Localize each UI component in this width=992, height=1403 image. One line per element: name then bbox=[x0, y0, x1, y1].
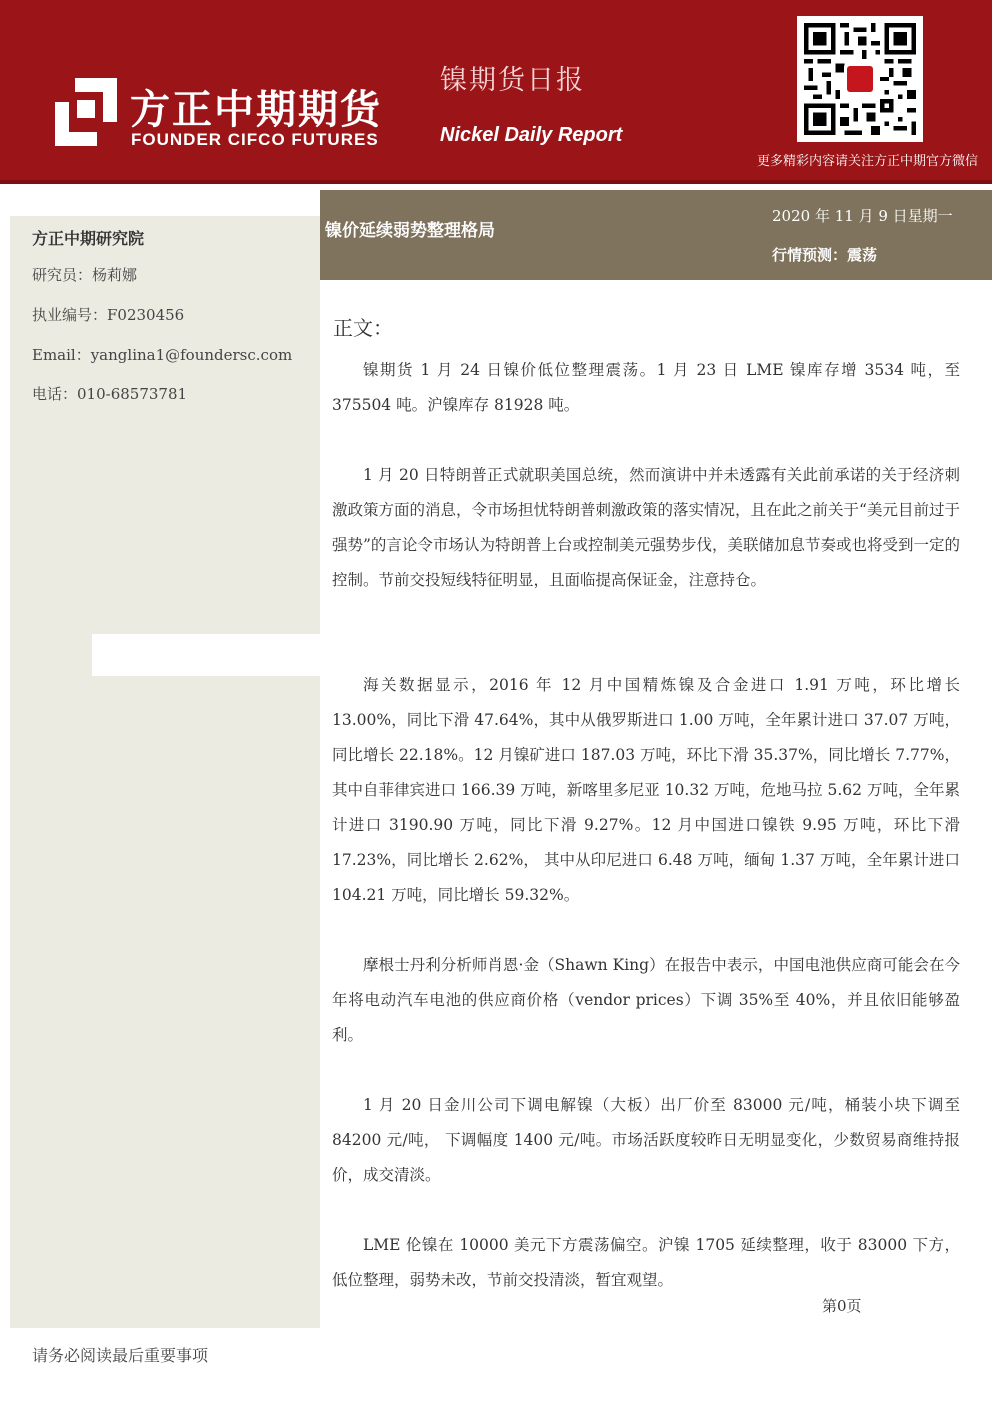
body-paragraph: 海关数据显示，2016 年 12 月中国精炼镍及合金进口 1.91 万吨，环比增长 13.00%，同比下滑 47.64%，其中从俄罗斯进口 1.00 万吨，全年累计进口 37.07 万吨，同比增长 22.18%。12 月镍矿进口 187.03 万吨，环比下滑 35.37%，同比增长 7.77%，其中自菲律宾进口 166.39 万吨，新喀里多尼亚 10.32 万吨，危地马拉 5.62 万吨，全年累计进口 3190.90 万吨，同比下滑 9.27%。12 月中国进口镍铁 9.95 万吨，环比下滑 17.23%，同比增长 2.62%， 其中从印尼进口 6.48 万吨，缅甸 1.37 万吨，全年累计进口 104.21 万吨，同比增长 59.32%。 bbox=[332, 676, 960, 904]
qr-center-logo-icon bbox=[844, 63, 876, 95]
sidebar-divider bbox=[92, 634, 320, 676]
contact-email: Email：yanglina1@foundersc.com bbox=[32, 346, 293, 364]
report-date: 2020 年 11 月 9 日星期一 bbox=[772, 207, 953, 225]
wechat-qr-code bbox=[797, 16, 923, 142]
market-forecast: 行情预测：震荡 bbox=[772, 246, 878, 264]
body-paragraph: 镍期货 1 月 24 日镍价低位整理震荡。1 月 23 日 LME 镍库存增 3534 吨，至 375504 吨。沪镍库存 81928 吨。 bbox=[332, 361, 960, 414]
company-name-en: FOUNDER CIFCO FUTURES bbox=[131, 130, 379, 149]
body-paragraph: 摩根士丹利分析师肖恩·金（Shawn King）在报告中表示，中国电池供应商可能会在今年将电动汽车电池的供应商价格（vendor prices）下调 35%至 40%，并且依旧能够盈利。 bbox=[332, 956, 960, 1044]
report-headline: 镍价延续弱势整理格局 bbox=[325, 221, 495, 241]
body-paragraph: 1 月 20 日特朗普正式就职美国总统，然而演讲中并未透露有关此前承诺的关于经济刺激政策方面的消息，令市场担忧特朗普刺激政策的落实情况，且在此之前关于“美元目前过于强势”的言论令市场认为特朗普上台或控制美元强势步伐，美联储加息节奏或也将受到一定的控制。节前交投短线特征明显，且面临提高保证金，注意持仓。 bbox=[332, 466, 960, 589]
page-number: 第0页 bbox=[822, 1297, 862, 1315]
company-logo-icon bbox=[55, 78, 117, 146]
body-paragraph: 1 月 20 日金川公司下调电解镍（大板）出厂价至 83000 元/吨，桶装小块下调至 84200 元/吨， 下调幅度 1400 元/吨。市场活跃度较昨日无明显变化，少数贸易商维持报价，成交清淡。 bbox=[332, 1096, 960, 1184]
report-header bbox=[0, 0, 992, 184]
body-heading: 正文： bbox=[333, 316, 393, 340]
license-number: 执业编号：F0230456 bbox=[32, 306, 185, 324]
qr-caption: 更多精彩内容请关注方正中期官方微信 bbox=[756, 154, 978, 169]
body-paragraph: LME 伦镍在 10000 美元下方震荡偏空。沪镍 1705 延续整理，收于 83000 下方，低位整理，弱势未改，节前交投清淡，暂宜观望。 bbox=[332, 1236, 960, 1289]
footer-disclaimer-note: 请务必阅读最后重要事项 bbox=[32, 1346, 209, 1365]
researcher-name: 研究员：杨莉娜 bbox=[32, 266, 138, 284]
company-name-cn: 方正中期期货 bbox=[130, 87, 382, 133]
report-title-cn: 镍期货日报 bbox=[440, 65, 585, 96]
report-title-en: Nickel Daily Report bbox=[440, 124, 623, 146]
contact-phone: 电话：010-68573781 bbox=[32, 385, 188, 403]
research-institute-name: 方正中期研究院 bbox=[32, 229, 145, 248]
